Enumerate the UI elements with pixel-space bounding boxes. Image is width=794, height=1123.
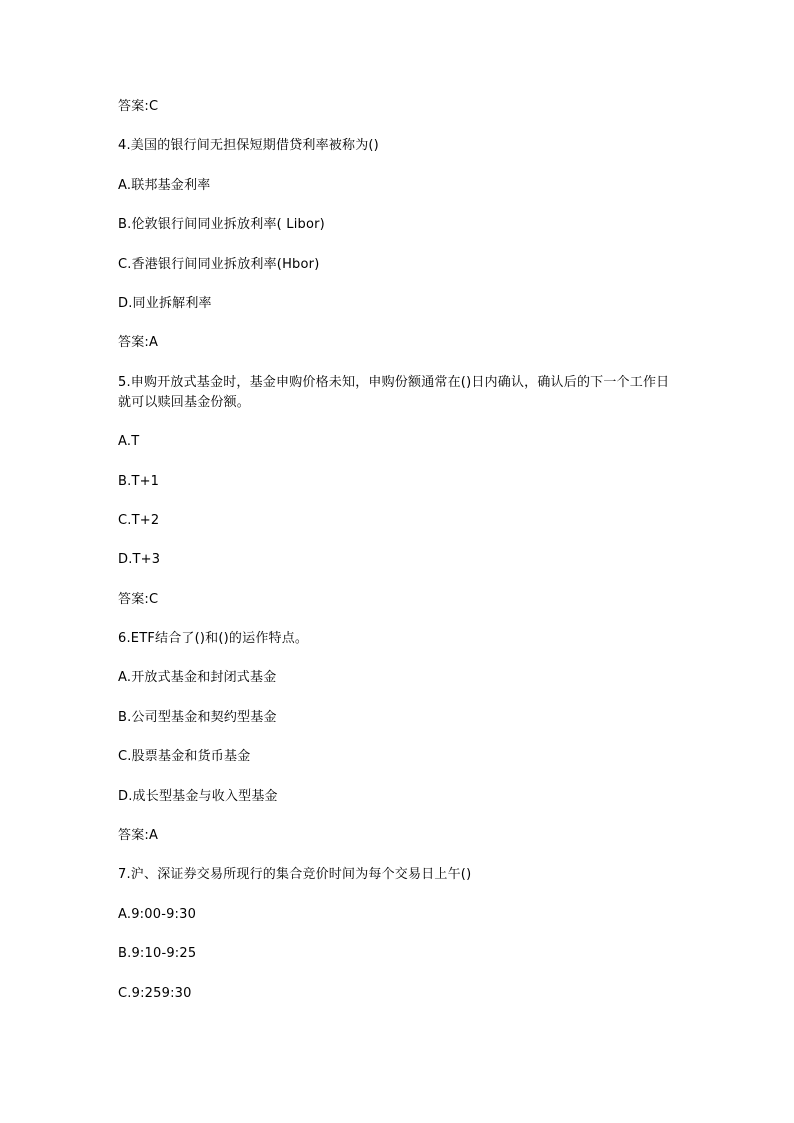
answer-line: 答案:A: [118, 335, 159, 351]
answer-line: 答案:C: [118, 591, 159, 607]
option-line: D.T+3: [118, 552, 161, 568]
option-line: B.9:10-9:25: [118, 946, 197, 962]
answer-line: 答案:A: [118, 828, 159, 844]
option-line: D.同业拆解利率: [118, 295, 212, 311]
option-line: B.伦敦银行间同业拆放利率( Libor): [118, 217, 325, 233]
option-line: C.香港银行间同业拆放利率(Hbor): [118, 256, 320, 272]
option-line: C.9:259:30: [118, 985, 192, 1001]
option-line: D.成长型基金与收入型基金: [118, 788, 278, 804]
option-line: C.T+2: [118, 512, 160, 528]
option-line: C.股票基金和货币基金: [118, 749, 251, 765]
option-line: B.公司型基金和契约型基金: [118, 709, 277, 725]
document-page: [118, 97, 678, 1023]
question-7: 7.沪、深证券交易所现行的集合竞价时间为每个交易日上午(): [118, 867, 472, 883]
option-line: A.T: [118, 434, 140, 450]
question-5: 5.申购开放式基金时，基金申购价格未知，申购份额通常在()日内确认，确认后的下一个工作日就可以赎回基金份额。: [118, 374, 670, 410]
option-line: A.9:00-9:30: [118, 906, 197, 922]
question-6: 6.ETF结合了()和()的运作特点。: [118, 631, 309, 647]
answer-line: 答案:C: [118, 99, 159, 114]
option-line: A.联邦基金利率: [118, 177, 211, 193]
option-line: A.开放式基金和封闭式基金: [118, 670, 277, 686]
question-4: 4.美国的银行间无担保短期借贷利率被称为(): [118, 138, 379, 154]
option-line: B.T+1: [118, 473, 160, 489]
